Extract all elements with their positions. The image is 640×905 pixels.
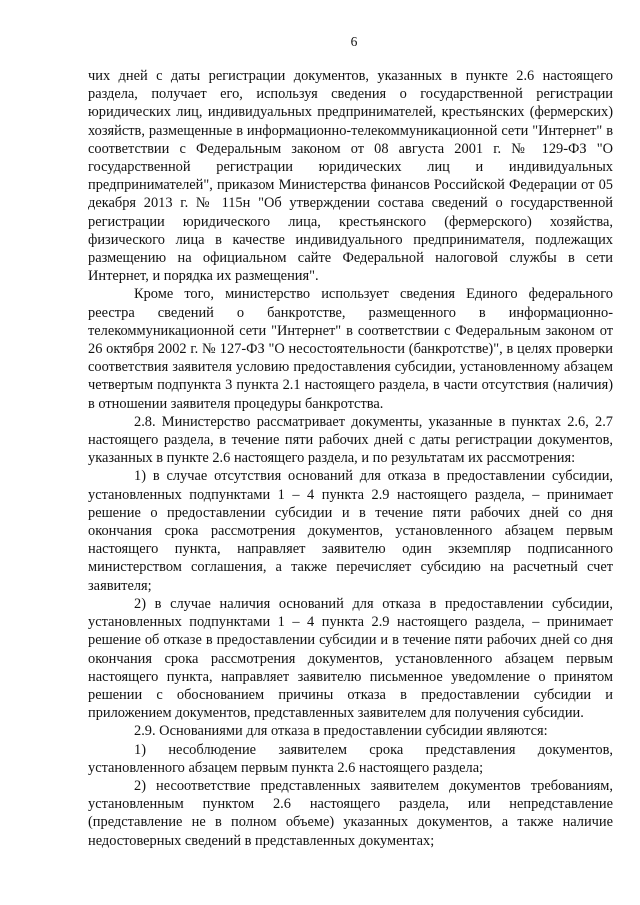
paragraph-2-9-item-1: 1) несоблюдение заявителем срока представления документов, установленного абзацем первым пункта 2.6 настоящего раздела; — [88, 741, 613, 776]
paragraph-2-8-item-2: 2) в случае наличия оснований для отказа в предоставлении субсидии, установленных подпунктами 1 – 4 пункта 2.9 настоящего раздела, – принимает решение об отказе в предоставлении субсидии и в течение пяти рабочих дней со дня окончания срока рассмотрения документов, установленного абзацем первым настоящего пункта, направляет заявителю письменное уведомление о принятом решении с обоснованием причины отказа в предоставлении субсидии и приложением документов, представленных заявителем для получения субсидии. — [88, 595, 613, 722]
page-number: 6 — [350, 34, 358, 49]
paragraph-2-8: 2.8. Министерство рассматривает документы, указанные в пунктах 2.6, 2.7 настоящего раздела, в течение пяти рабочих дней с даты регистрации документов, указанных в пункте 2.6 настоящего раздела, и по результатам их рассмотрения: — [88, 413, 613, 467]
paragraph-continuation: чих дней с даты регистрации документов, указанных в пункте 2.6 настоящего раздела, получает его, используя сведения о государственной регистрации юридических лиц, индивидуальных предпринимателей, крестьянских (фермерских) хозяйств, размещенные в информационно-телекоммуникационной сети "Интернет" в соответствии с Федеральным законом от 08 августа 2001 г. № 129-ФЗ "О государственной регистрации юридических лиц и индивидуальных предпринимателей", приказом Министерства финансов Российской Федерации от 05 декабря 2013 г. № 115н "Об утверждении состава сведений о государственной регистрации юридического лица, крестьянского (фермерского) хозяйства, физического лица в качестве индивидуального предпринимателя, подлежащих размещению на официальном сайте Федеральной налоговой службы в сети Интернет, и порядка их размещения". — [88, 68, 613, 285]
paragraph-2-8-item-1: 1) в случае отсутствия оснований для отказа в предоставлении субсидии, установленных подпунктами 1 – 4 пункта 2.9 настоящего раздела, – принимает решение о предоставлении субсидии и в течение пяти рабочих дней со дня окончания срока рассмотрения документов, установленного абзацем первым настоящего пункта, направляет заявителю один экземпляр подписанного министерством соглашения, а также перечисляет субсидию на расчетный счет заявителя; — [88, 468, 613, 594]
document-body — [88, 67, 613, 850]
paragraph-2-9-item-2: 2) несоответствие представленных заявителем документов требованиям, установленным пунктом 2.6 настоящего раздела, или непредставление (представление не в полном объеме) указанных документов, а также наличие недостоверных сведений в представленных документах; — [88, 777, 613, 849]
paragraph-bankruptcy-registry: Кроме того, министерство использует сведения Единого федерального реестра сведений о банкротстве, размещенного в информационно-телекоммуникационной сети "Интернет" в соответствии с Федеральным законом от 26 октября 2002 г. № 127-ФЗ "О несостоятельности (банкротстве)", в целях проверки соответствия заявителя условию предоставления субсидии, установленному абзацем четвертым подпункта 3 пункта 2.1 настоящего раздела, в части отсутствия (наличия) в отношении заявителя процедуры банкротства. — [88, 286, 613, 412]
paragraph-2-9: 2.9. Основаниями для отказа в предоставлении субсидии являются: — [134, 723, 548, 740]
